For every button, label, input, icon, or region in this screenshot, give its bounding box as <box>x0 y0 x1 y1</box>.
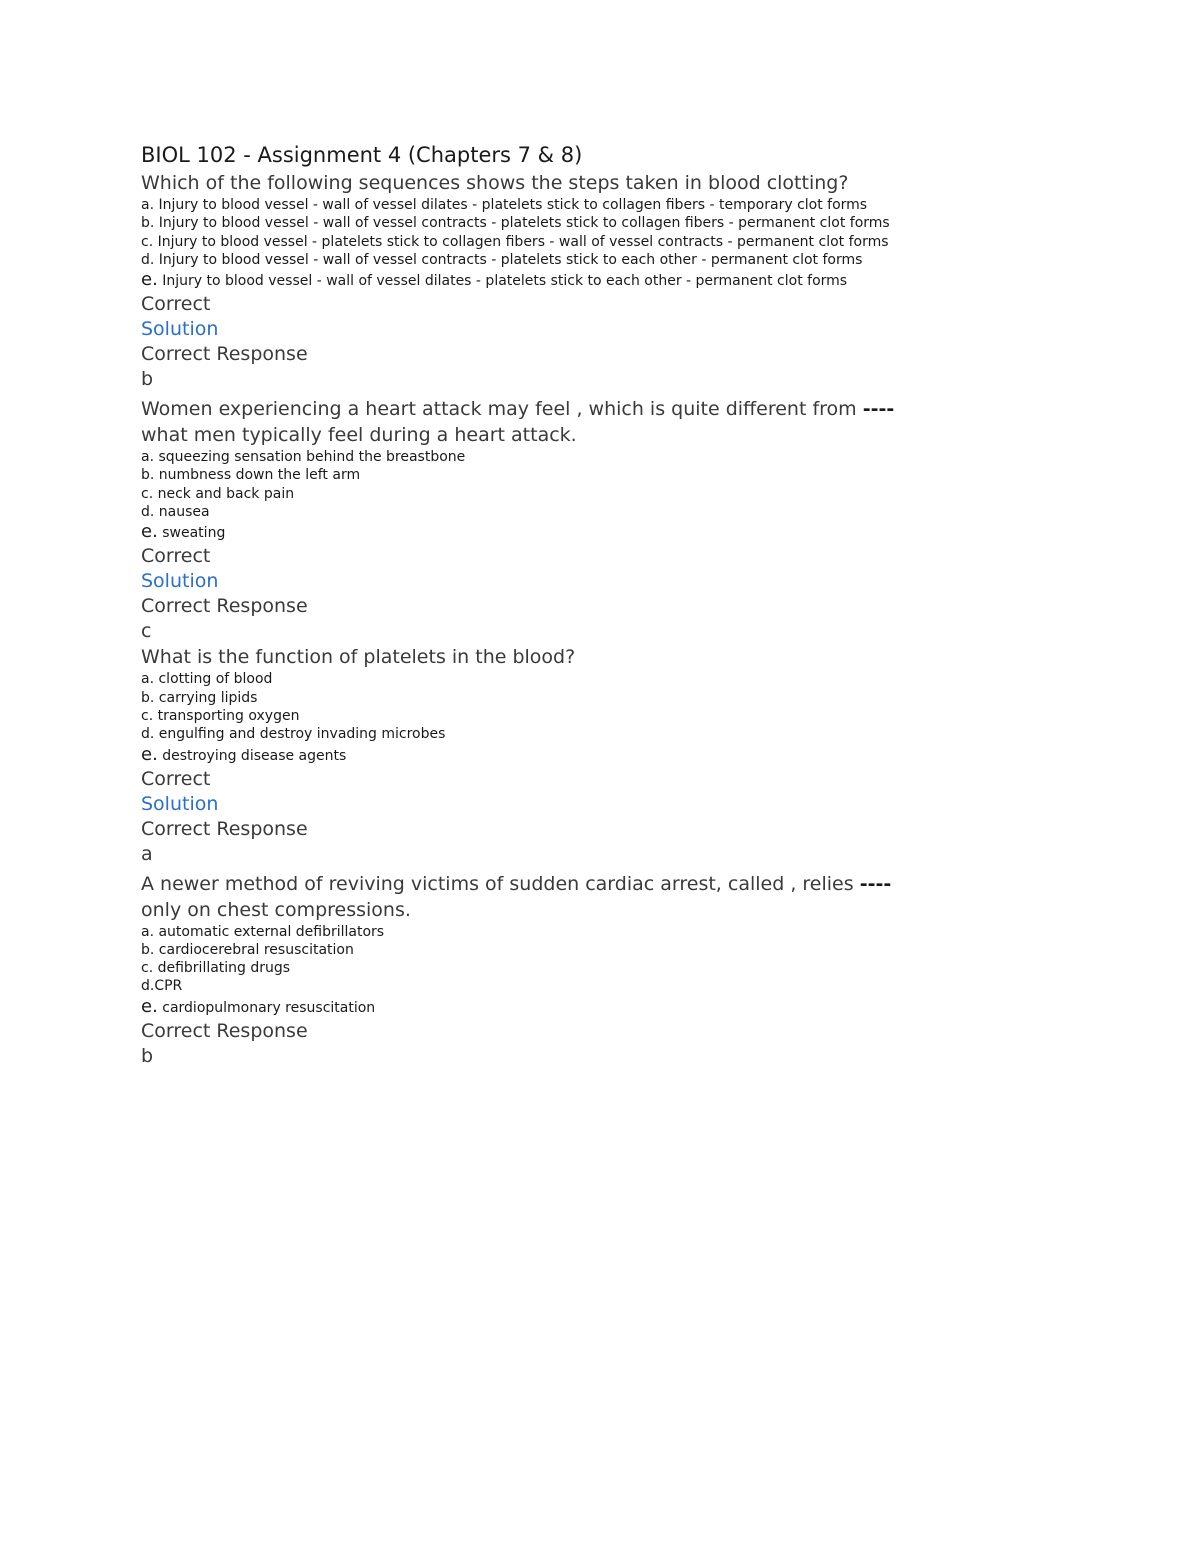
prompt-text: A newer method of reviving victims of sudden cardiac arrest, called , relies <box>141 872 854 895</box>
answer-option: b. Injury to blood vessel - wall of vessel contracts - platelets stick to collagen fibers - permanent clot forms <box>141 215 890 232</box>
question-prompt <box>141 871 1041 897</box>
answer-option: a. automatic external defibrillators <box>141 923 385 940</box>
answer-option: b. carrying lipids <box>141 689 258 706</box>
question-prompt: Which of the following sequences shows the steps taken in blood clotting? <box>141 172 849 194</box>
blank-marker: ---- <box>859 872 892 895</box>
option-letter: e. <box>141 743 158 765</box>
answer-option: c. neck and back pain <box>141 485 295 502</box>
option-text: sweating <box>162 525 226 542</box>
prompt-text: Women experiencing a heart attack may feel , which is quite different from <box>141 398 857 421</box>
question-prompt <box>141 396 1041 422</box>
correct-answer: a <box>141 842 153 865</box>
blank-marker: ---- <box>862 398 895 421</box>
answer-option: b. numbness down the left arm <box>141 467 361 484</box>
correct-answer: c <box>141 620 152 643</box>
question-block <box>141 644 1041 866</box>
result-status: Correct <box>141 767 211 790</box>
solution-link[interactable]: Solution <box>141 318 219 341</box>
solution-link[interactable]: Solution <box>141 570 219 593</box>
answer-option: a. Injury to blood vessel - wall of vessel dilates - platelets stick to collagen fibers - temporary clot forms <box>141 197 868 213</box>
option-letter: e. <box>141 995 158 1017</box>
option-letter: e. <box>141 269 158 291</box>
option-text: destroying disease agents <box>162 747 347 764</box>
question-block <box>141 871 1041 1069</box>
answer-option <box>141 996 1041 1019</box>
result-status: Correct <box>141 545 211 568</box>
correct-response-label: Correct Response <box>141 343 308 366</box>
question-block <box>141 170 1041 392</box>
answer-option <box>141 269 1041 292</box>
correct-response-label: Correct Response <box>141 1019 308 1042</box>
correct-response-label: Correct Response <box>141 817 308 840</box>
answer-option: c. transporting oxygen <box>141 707 300 724</box>
solution-link[interactable]: Solution <box>141 792 219 815</box>
document-title: BIOL 102 - Assignment 4 (Chapters 7 & 8) <box>141 143 583 167</box>
correct-answer: b <box>141 1044 154 1067</box>
answer-option: a. clotting of blood <box>141 671 273 688</box>
option-text: cardiopulmonary resuscitation <box>162 999 376 1016</box>
answer-option <box>141 744 1041 767</box>
correct-answer: b <box>141 368 154 391</box>
answer-option: c. defibrillating drugs <box>141 960 291 977</box>
answer-option: d. nausea <box>141 504 210 521</box>
answer-option: d.CPR <box>141 978 183 995</box>
document-page <box>141 140 1041 1069</box>
answer-option: a. squeezing sensation behind the breastbone <box>141 449 466 466</box>
question-prompt-continued: what men typically feel during a heart attack. <box>141 424 577 447</box>
answer-option: c. Injury to blood vessel - platelets stick to collagen fibers - wall of vessel contracts - permanent clot forms <box>141 233 889 250</box>
answer-option: d. engulfing and destroy invading microbes <box>141 726 446 743</box>
question-prompt: What is the function of platelets in the blood? <box>141 646 576 669</box>
result-status: Correct <box>141 293 211 316</box>
question-prompt-continued: only on chest compressions. <box>141 898 411 921</box>
correct-response-label: Correct Response <box>141 595 308 618</box>
answer-option: b. cardiocerebral resuscitation <box>141 941 354 958</box>
option-letter: e. <box>141 521 158 543</box>
option-text: Injury to blood vessel - wall of vessel dilates - platelets stick to each other - permanent clot forms <box>162 273 848 290</box>
answer-option: d. Injury to blood vessel - wall of vessel contracts - platelets stick to each other - permanent clot forms <box>141 251 863 268</box>
answer-option <box>141 521 1041 544</box>
question-block <box>141 396 1041 644</box>
